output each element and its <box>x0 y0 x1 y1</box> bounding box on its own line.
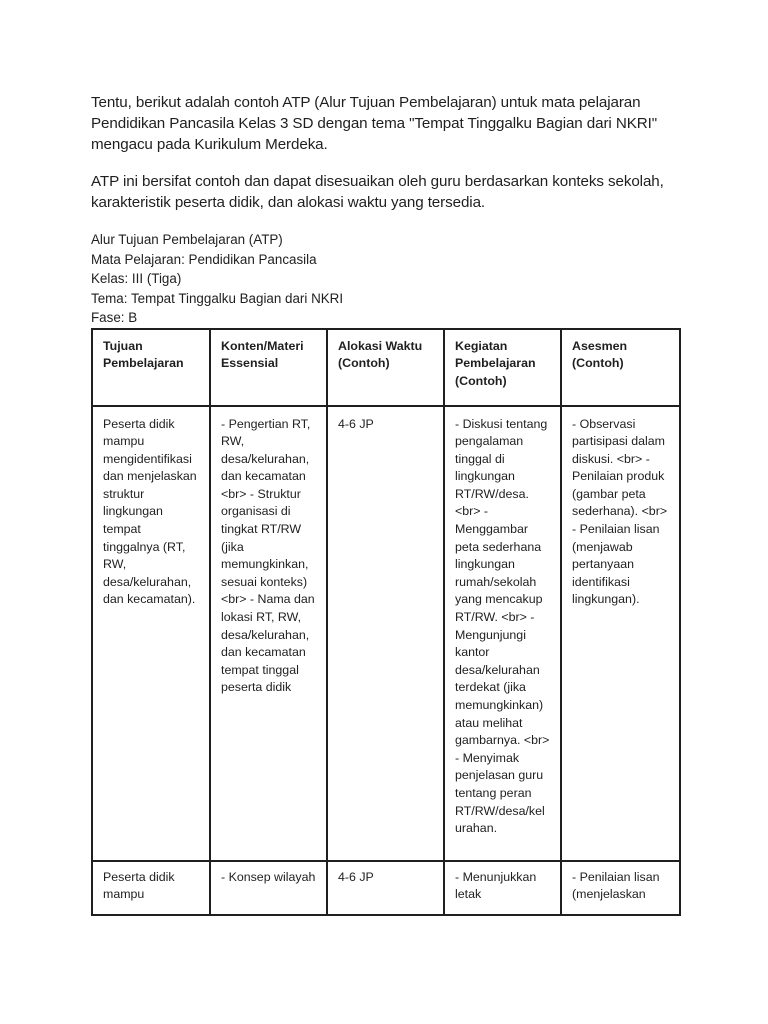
cell-kegiatan: - Diskusi tentang pengalaman tinggal di lingkungan RT/RW/desa. <br> - Menggambar peta sederhana lingkungan rumah/sekolah yang mencakup RT/RW. <br> - Mengunjungi kantor desa/kelurahan terdekat (jika memungkinkan) atau melihat gambarnya. <br> - Menyimak penjelasan guru tentang peran RT/RW/desa/kelurahan. <box>444 406 561 861</box>
header-konten: Konten/Materi Essensial <box>210 329 327 406</box>
table-header-row <box>92 329 680 406</box>
intro-paragraph: Tentu, berikut adalah contoh ATP (Alur Tujuan Pembelajaran) untuk mata pelajaran Pendidikan Pancasila Kelas 3 SD dengan tema "Tempat Tinggalku Bagian dari NKRI" mengacu pada Kurikulum Merdeka. <box>91 94 657 153</box>
header-alokasi: Alokasi Waktu (Contoh) <box>327 329 444 406</box>
atp-meta <box>91 230 691 328</box>
cell-asesmen: - Penilaian lisan (menjelaskan <box>561 861 680 915</box>
atp-subject: Mata Pelajaran: Pendidikan Pancasila <box>91 251 317 267</box>
document-page <box>91 92 691 916</box>
cell-alokasi: 4-6 JP <box>327 406 444 861</box>
cell-asesmen: - Observasi partisipasi dalam diskusi. <br> - Penilaian produk (gambar peta sederhana). <br> - Penilaian lisan (menjawab pertanyaan identifikasi lingkungan). <box>561 406 680 861</box>
cell-konten: - Konsep wilayah <box>210 861 327 915</box>
atp-table <box>91 328 681 916</box>
atp-phase: Fase: B <box>91 310 138 325</box>
cell-tujuan: Peserta didik mampu mengidentifikasi dan menjelaskan struktur lingkungan tempat tinggalnya (RT, RW, desa/kelurahan, dan kecamatan). <box>92 406 210 861</box>
cell-kegiatan: - Menunjukkan letak <box>444 861 561 915</box>
header-asesmen: Asesmen (Contoh) <box>561 329 680 406</box>
atp-title: Alur Tujuan Pembelajaran (ATP) <box>91 232 283 247</box>
header-tujuan: Tujuan Pembelajaran <box>92 329 210 406</box>
atp-grade: Kelas: III (Tiga) <box>91 271 182 286</box>
atp-theme: Tema: Tempat Tinggalku Bagian dari NKRI <box>91 290 344 306</box>
header-kegiatan: Kegiatan Pembelajaran (Contoh) <box>444 329 561 406</box>
cell-konten: - Pengertian RT, RW, desa/kelurahan, dan kecamatan <br> - Struktur organisasi di tingkat RT/RW (jika memungkinkan, sesuai konteks) <br> - Nama dan lokasi RT, RW, desa/kelurahan, dan kecamatan tempat tinggal peserta didik <box>210 406 327 861</box>
note-paragraph: ATP ini bersifat contoh dan dapat disesuaikan oleh guru berdasarkan konteks sekolah, karakteristik peserta didik, dan alokasi waktu yang tersedia. <box>91 173 664 211</box>
table-row <box>92 861 680 915</box>
cell-alokasi: 4-6 JP <box>327 861 444 915</box>
table-row <box>92 406 680 861</box>
cell-tujuan: Peserta didik mampu <box>92 861 210 915</box>
